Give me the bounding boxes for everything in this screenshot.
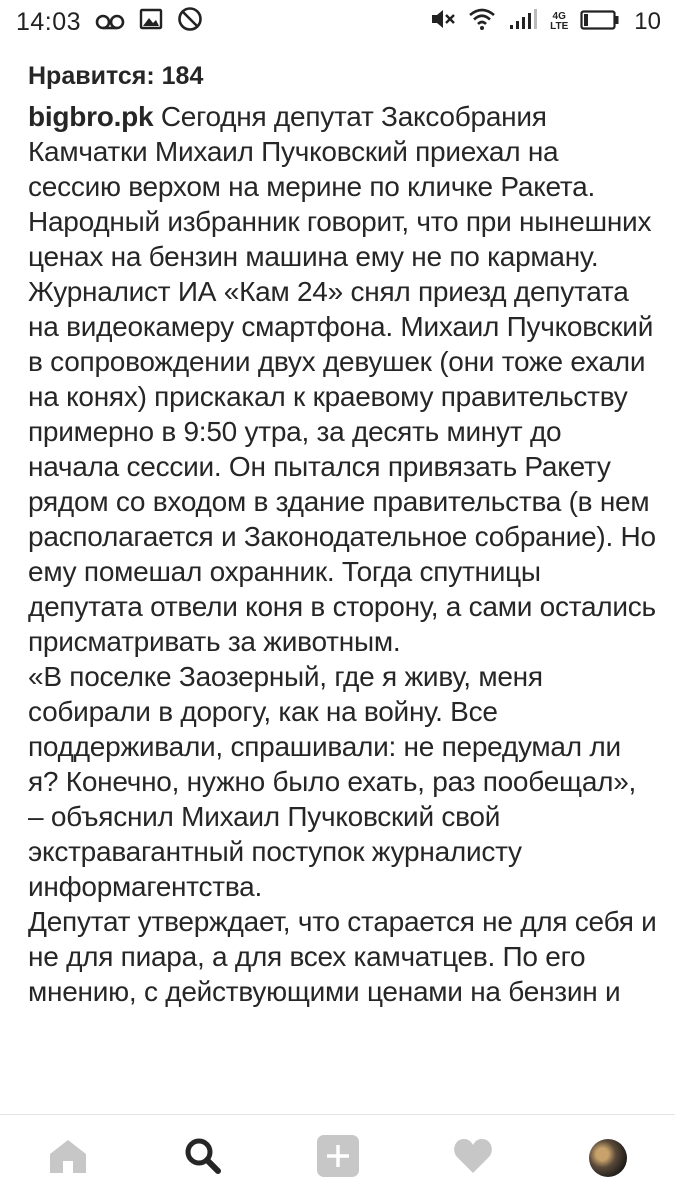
search-icon (183, 1136, 223, 1181)
post-caption (28, 99, 658, 1009)
nav-home-button[interactable] (28, 1123, 108, 1193)
bottom-nav (0, 1114, 675, 1201)
signal-icon (508, 7, 538, 38)
network-type-label: 4G LTE (550, 11, 569, 32)
status-bar (0, 0, 675, 44)
caption-text: Сегодня депутат Заксобрания Камчатки Михаил Пучковский приехал на сессию верхом на мерине по кличке Ракета. Народный избранник говорит, что при нынешних ценах на бензин машина ему не по карману. Журналист ИА «Кам 24» снял приезд депутата на видеокамеру смартфона. Михаил Пучковский в сопровождении двух девушек (они тоже ехали на конях) прискакал к краевому правительству примерно в 9:50 утра, за десять минут до начала сессии. Он пытался привязать Ракету рядом со входом в здание правительства (в нем располагается и Законодательное собрание). Но ему помешал охранник. Тогда спутницы депутата отвели коня в сторону, а сами остались присматривать за животным. «В поселке Заозерный, где я живу, меня собирали в дорогу, как на войну. Все поддерживали, спрашивали: не передумал ли я? Конечно, нужно было ехать, раз пообещал», – объяснил Михаил Пучковский свой экстравагантный поступок журналисту информагентства. Депутат утверждает, что старается не для себя и не для пиара, а для всех камчатцев. По его мнению, с действующими ценами на бензин и (28, 101, 657, 1007)
home-icon (47, 1137, 89, 1180)
voicemail-icon (95, 8, 125, 37)
status-right (430, 7, 661, 37)
battery-level: 10 (634, 8, 661, 35)
add-icon (316, 1134, 360, 1183)
do-not-disturb-icon (177, 6, 203, 39)
nav-profile-button[interactable] (568, 1123, 648, 1193)
post-content (28, 56, 658, 1114)
heart-icon (452, 1137, 494, 1180)
status-left (16, 7, 203, 37)
battery-icon (580, 8, 620, 37)
nav-activity-button[interactable] (433, 1123, 513, 1193)
likes-count[interactable]: Нравится: 184 (28, 62, 204, 90)
username-link[interactable]: bigbro.pk (28, 101, 154, 132)
image-icon (139, 7, 163, 38)
nav-add-button[interactable] (298, 1123, 378, 1193)
nav-search-button[interactable] (163, 1123, 243, 1193)
avatar (589, 1139, 627, 1177)
status-time: 14:03 (16, 7, 82, 36)
mute-icon (430, 7, 456, 38)
wifi-icon (468, 7, 496, 38)
